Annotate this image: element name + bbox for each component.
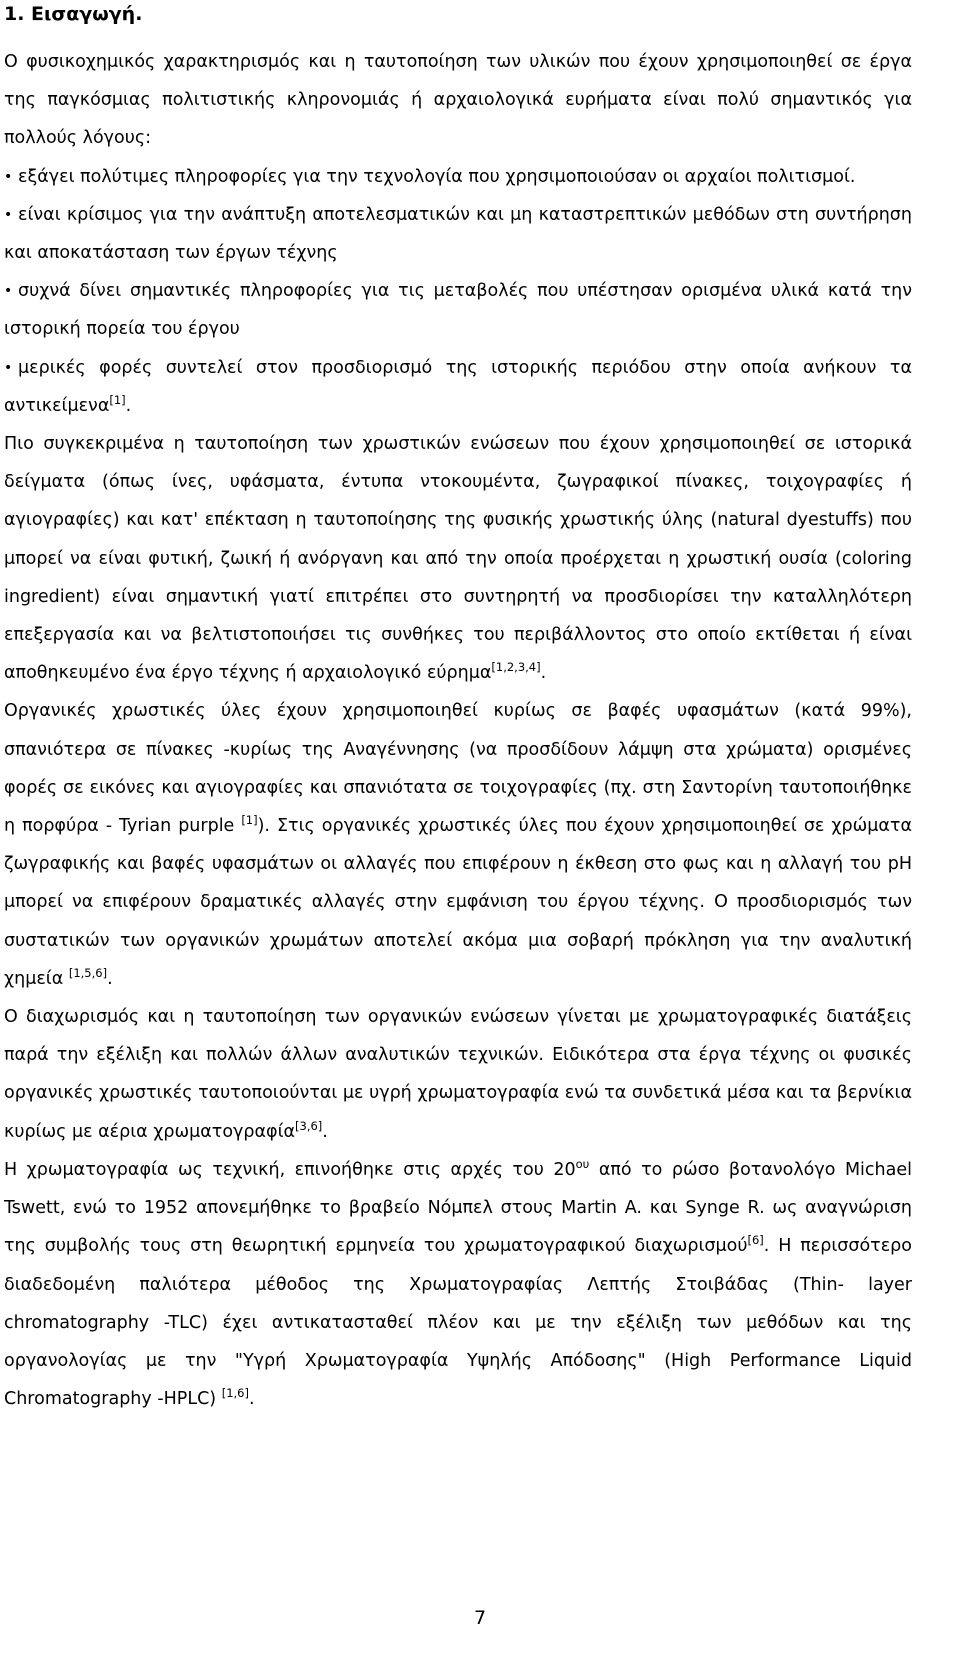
- page-number: 7: [473, 1607, 487, 1629]
- reasons-list: [4, 158, 912, 425]
- citation: [1,5,6]: [68, 965, 108, 980]
- paragraph-text: Πιο συγκεκριμένα η ταυτοποίηση των χρωστικών ενώσεων που έχουν χρησιμοποιηθεί σε ιστορικά δείγματα (όπως ίνες, υφάσματα, έντυπα ντοκουμέντα, ζωγραφικοί πίνακες, τοιχογραφίες ή αγιογραφίες) και κατ' επέκταση η ταυτοποίησης της φυσικής χρωστικής ύλης (natural dyestuffs) που μπορεί να είναι φυτική, ζωική ή ανόργανη και από την οποία προέρχεται η χρωστική ουσία (coloring ingredient) είναι σημαντική γιατί επιτρέπει στο συντηρητή να προσδιορίσει την καταλληλότερη επεξεργασία και να βελτιστοποιήσει τις συνθήκες του περιβάλλοντος στο οποίο εκτίθεται ή είναι αποθηκευμένο ένα έργο τέχνης ή αρχαιολογικό εύρημα: [4, 434, 912, 684]
- section-heading: 1. Εισαγωγή.: [4, 3, 143, 25]
- punctuation: .: [540, 663, 547, 684]
- citation: [1]: [241, 813, 258, 828]
- list-item: [4, 196, 912, 272]
- punctuation: .: [107, 968, 113, 989]
- list-item-text: είναι κρίσιμος για την ανάπτυξη αποτελεσματικών και μη καταστρεπτικών μεθόδων στη συντήρηση και αποκατάσταση των έργων τέχνης: [4, 204, 912, 264]
- ordinal-suffix: ου: [575, 1156, 590, 1171]
- intro-paragraph: Ο φυσικοχημικός χαρακτηρισμός και η ταυτοποίηση των υλικών που έχουν χρησιμοποιηθεί σε έργα της παγκόσμιας πολιτιστικής κληρονομιάς ή αρχαιολογικά ευρήματα είναι πολύ σημαντικός για πολλούς λόγους:: [4, 52, 912, 149]
- paragraph-text: Οργανικές χρωστικές ύλες έχουν χρησιμοποιηθεί κυρίως σε βαφές υφασμάτων (κατά 99%), σπανιότερα σε πίνακες -κυρίως της Αναγέννησης (να προσδίδουν λάμψη στα χρώματα) ορισμένες φορές σε εικόνες και αγιογραφίες και σπανιότατα σε τοιχογραφίες (πχ. στη Σαντορίνη ταυτοποιήθηκε η πορφύρα - Tyrian purple: [4, 701, 912, 837]
- paragraph-text: Η χρωματογραφία ως τεχνική, επινοήθηκε στις αρχές του 20: [4, 1159, 576, 1180]
- list-item: [4, 158, 912, 196]
- paragraph-separation: [4, 998, 912, 1151]
- punctuation: .: [248, 1389, 255, 1410]
- punctuation: .: [125, 395, 132, 416]
- paragraph-text: από το ρώσο βοτανολόγο Michael Tswett, ενώ το 1952 απονεμήθηκε το βραβείο Νόμπελ στους Martin A. και Synge R. ως αναγνώριση της συμβολής τους στη θεωρητική ερμηνεία του χρωματογραφικού διαχωρισμού: [4, 1159, 912, 1257]
- paragraph-text: ). Στις οργανικές χρωστικές ύλες που έχουν χρησιμοποιηθεί σε χρώματα ζωγραφικής και βαφές υφασμάτων οι αλλαγές που επιφέρουν η έκθεση στο φως και η αλλαγή του pH μπορεί να επιφέρουν δραματικές αλλαγές στην εμφάνιση του έργου τέχνης. Ο προσδιορισμός των συστατικών των οργανικών χρωμάτων αποτελεί ακόμα μια σοβαρή πρόκληση για την αναλυτική χημεία: [4, 816, 912, 989]
- list-item-text: εξάγει πολύτιμες πληροφορίες για την τεχνολογία που χρησιμοποιούσαν οι αρχαίοι πολιτισμοί.: [18, 166, 856, 187]
- list-item: [4, 272, 912, 348]
- citation: [3,6]: [295, 1118, 323, 1133]
- body-text: [4, 43, 912, 1418]
- paragraph-chromatography-history: [4, 1151, 912, 1418]
- paragraph-text: Ο διαχωρισμός και η ταυτοποίηση των οργανικών ενώσεων γίνεται με χρωματογραφικές διατάξεις παρά την εξέλιξη και πολλών άλλων αναλυτικών τεχνικών. Ειδικότερα στα έργα τέχνης οι φυσικές οργανικές χρωστικές ταυτοποιούνται με υγρή χρωματογραφία ενώ τα συνδετικά μέσα και τα βερνίκια κυρίως με αέρια χρωματογραφία: [4, 1007, 912, 1142]
- paragraph-text: . Η περισσότερο διαδεδομένη παλιότερα μέθοδος της Χρωματογραφίας Λεπτής Στοιβάδας (Thin- layer chromatography -TLC) έχει αντικατασταθεί πλέον και με την εξέλιξη των μεθόδων και της οργανολογίας με την "Υγρή Χρωματογραφία Υψηλής Απόδοσης" (High Performance Liquid Chromatography -HPLC): [4, 1236, 912, 1410]
- list-item: [4, 349, 912, 425]
- citation: [1,6]: [221, 1386, 249, 1401]
- paragraph-organic-dyes: [4, 692, 912, 998]
- citation: [1]: [109, 392, 126, 407]
- paragraph-dye-identification: [4, 425, 912, 692]
- punctuation: .: [322, 1121, 328, 1142]
- citation: [6]: [747, 1233, 764, 1248]
- list-item-text: μερικές φορές συντελεί στον προσδιορισμό της ιστορικής περιόδου στην οποία ανήκουν τα αντικείμενα: [4, 357, 912, 416]
- list-item-text: συχνά δίνει σημαντικές πληροφορίες για τις μεταβολές που υπέστησαν ορισμένα υλικά κατά την ιστορική πορεία του έργου: [4, 281, 912, 340]
- citation: [1,2,3,4]: [491, 660, 541, 675]
